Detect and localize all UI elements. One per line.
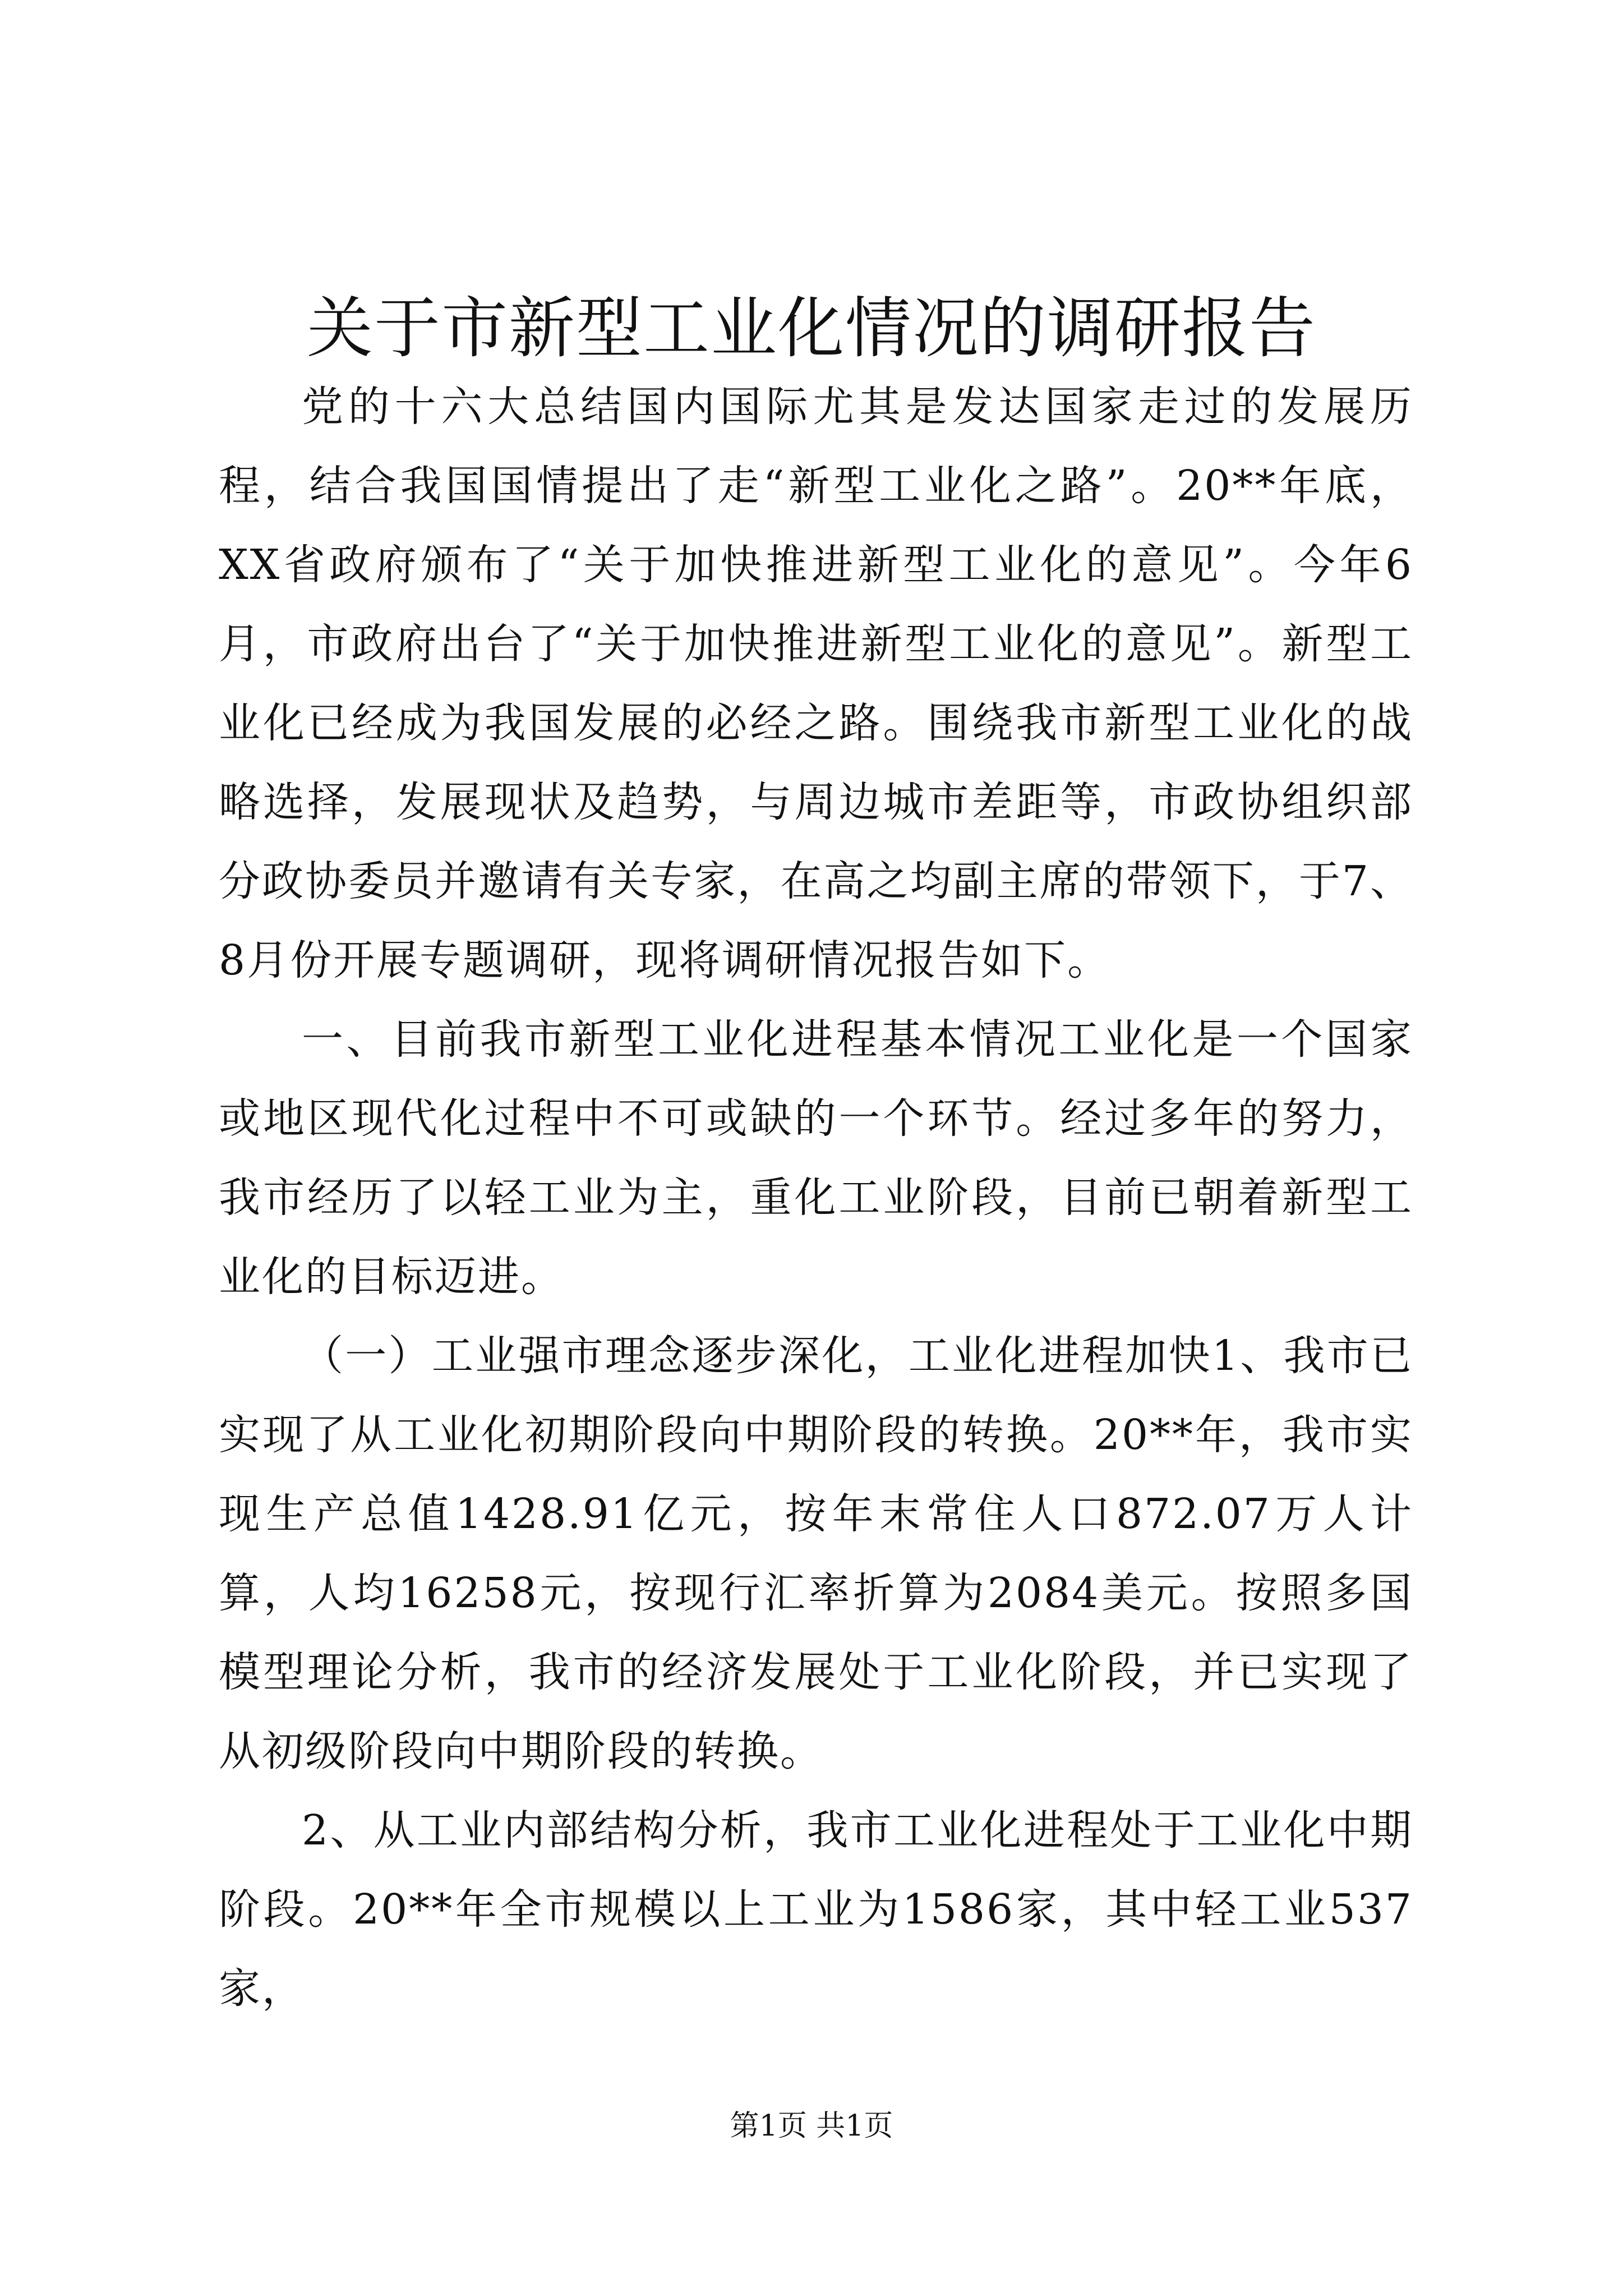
paragraph: （一）工业强市理念逐步深化，工业化进程加快1、我市已实现了从工业化初期阶段向中期阶段的转换。20**年，我市实现生产总值1428.91亿元，按年末常住人口872.07万人计算，人均16258元，按现行汇率折算为2084美元。按照多国模型理论分析，我市的经济发展处于工业化阶段，并已实现了从初级阶段向中期阶段的转换。 — [219, 1332, 1413, 1775]
document-title: 关于市新型工业化情况的调研报告 — [306, 289, 1316, 367]
paragraph: 一、目前我市新型工业化进程基本情况工业化是一个国家或地区现代化过程中不可或缺的一个环节。经过多年的努力，我市经历了以轻工业为主，重化工业阶段，目前已朝着新型工业化的目标迈进。 — [219, 1015, 1413, 1301]
page-number-footer: 第1页 共1页 — [730, 2109, 893, 2143]
paragraph: 党的十六大总结国内国际尤其是发达国家走过的发展历程，结合我国国情提出了走“新型工业化之路”。20**年底，XX省政府颁布了“关于加快推进新型工业化的意见”。今年6月，市政府出台了“关于加快推进新型工业化的意见”。新型工业化已经成为我国发展的必经之路。围绕我市新型工业化的战略选择，发展现状及趋势，与周边城市差距等，市政协组织部分政协委员并邀请有关专家，在高之均副主席的带领下，于7、8月份开展专题调研，现将调研情况报告如下。 — [219, 383, 1413, 984]
document-body — [219, 367, 1413, 2028]
paragraph: 2、从工业内部结构分析，我市工业化进程处于工业化中期阶段。20**年全市规模以上工业为1586家，其中轻工业537家， — [219, 1806, 1413, 2013]
